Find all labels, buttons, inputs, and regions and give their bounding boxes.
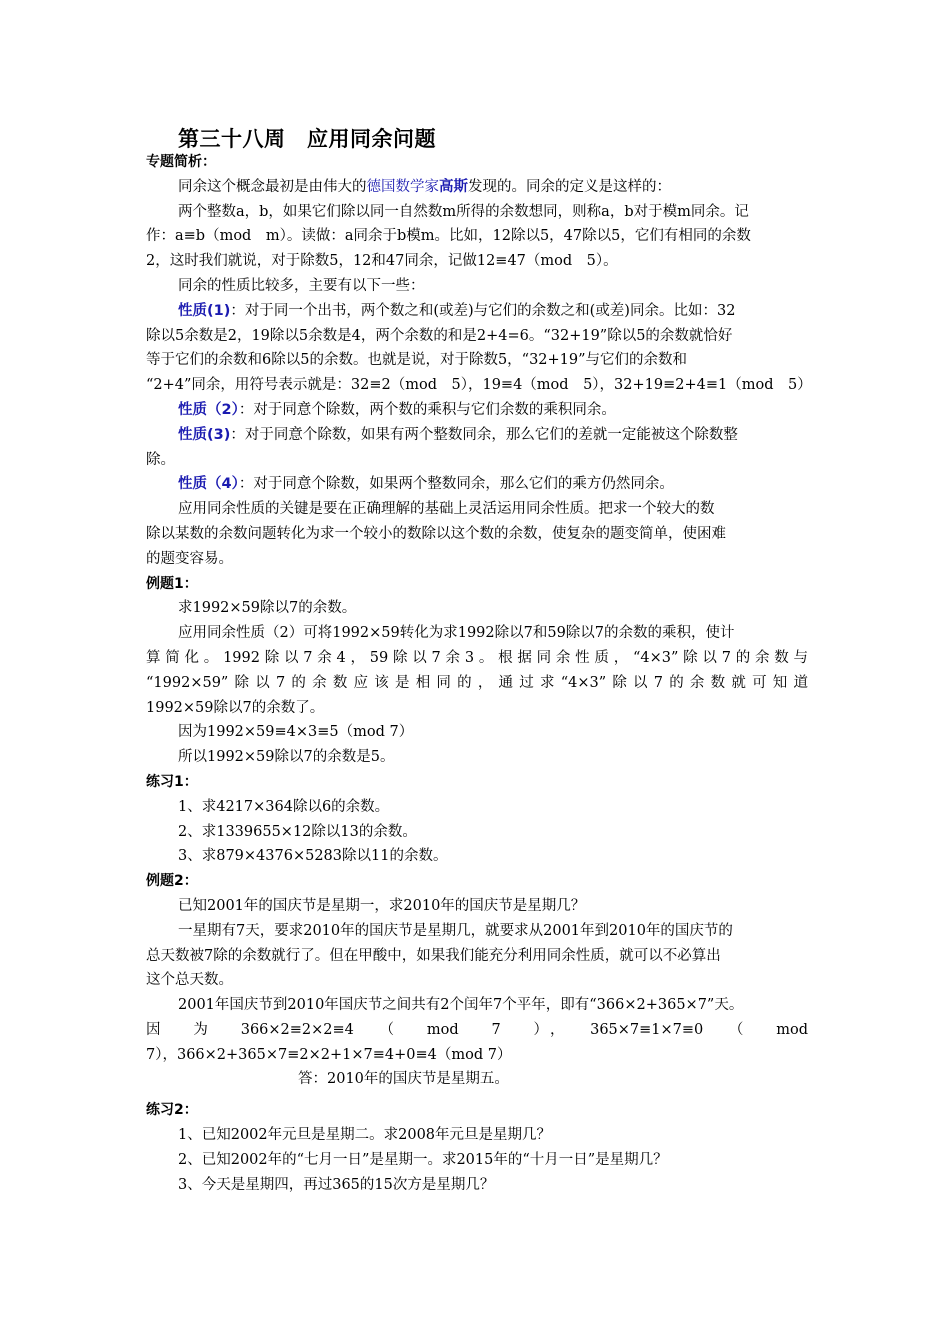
document-body (146, 150, 812, 1197)
example-2-heading: 例题2： (146, 873, 198, 890)
key-point-line-3: 的题变容易。 (146, 550, 233, 567)
example-2-solution-line-4: 2001年国庆节到2010年国庆节之间共有2个闰年7个平年，即有“366×2+365×7”天。 (178, 997, 744, 1014)
example-1-conclusion: 所以1992×59除以7的余数是5。 (178, 749, 395, 766)
property-3-line-1: 性质(3)：对于同意个除数，如果有两个整数同余，那么它们的差就一定能被这个除数整 (178, 426, 738, 443)
exercise-2-item: 2、已知2002年的“七月一日”是星期一。求2015年的“十月一日”是星期几？ (178, 1151, 668, 1168)
example-2-solution-line-1: 一星期有7天，要求2010年的国庆节是星期几，就要求从2001年到2010年的国庆节的 (178, 922, 733, 939)
property-1-line-4: “2+4”同余，用符号表示就是：32≡2（mod 5），19≡4（mod 5），32+19≡2+4≡1（mod 5） (146, 377, 812, 394)
property-4: 性质（4）：对于同意个除数，如果两个整数同余，那么它们的乘方仍然同余。 (178, 476, 674, 493)
example-2-solution-line-5: 因 为 366×2≡2×2≡4 （ mod 7 ）， 365×7≡1×7≡0 （ mod (146, 1021, 808, 1038)
definition-line-2: 作：a≡b（mod m）。读做：a同余于b模m。比如，12除以5，47除以5，它们有相同的余数 (146, 228, 751, 245)
section-heading: 专题简析： (146, 154, 216, 170)
key-point-line-2: 除以某数的余数问题转化为求一个较小的数除以这个数的余数，使复杂的题变简单，使困难 (146, 525, 726, 542)
exercise-1-item: 2、求1339655×12除以13的余数。 (178, 823, 417, 840)
property-1-line-2: 除以5余数是2，19除以5余数是4，两个余数的和是2+4=6。“32+19”除以5的余数就恰好 (146, 327, 733, 344)
exercise-1-item: 3、求879×4376×5283除以11的余数。 (178, 848, 448, 865)
example-1-because: 因为1992×59≡4×3≡5（mod 7） (178, 724, 414, 741)
definition-line-3: 2，这时我们就说，对于除数5，12和47同余，记做12≡47（mod 5）。 (146, 253, 618, 270)
example-1-heading: 例题1： (146, 575, 198, 592)
exercise-1-item: 1、求4217×364除以6的余数。 (178, 798, 390, 815)
properties-intro: 同余的性质比较多，主要有以下一些： (178, 277, 425, 294)
example-1-solution-line-2: 算简化。1992除以7余4，59除以7余3。根据同余性质，“4×3”除以7的余数与 (146, 649, 808, 666)
property-1-label: 性质(1) (178, 302, 231, 319)
property-2-label: 性质（2） (178, 401, 239, 418)
example-2-solution-line-3: 这个总天数。 (146, 972, 233, 989)
property-1-line-3: 等于它们的余数和6除以5的余数。也就是说，对于除数5，“32+19”与它们的余数和 (146, 352, 688, 369)
gauss-link[interactable]: 高斯 (439, 178, 468, 195)
property-1-line-1: 性质(1)：对于同一个出书，两个数之和(或差)与它们的余数之和(或差)同余。比如：32 (178, 302, 736, 319)
page-title: 第三十八周 应用同余问题 (178, 127, 436, 151)
intro-paragraph: 同余这个概念最初是由伟大的德国数学家高斯发现的。同余的定义是这样的： (178, 178, 671, 195)
example-1-solution-line-1: 应用同余性质（2）可将1992×59转化为求1992除以7和59除以7的余数的乘积，使计 (178, 625, 735, 642)
key-point-line-1: 应用同余性质的关键是要在正确理解的基础上灵活运用同余性质。把求一个较大的数 (178, 501, 715, 518)
definition-line-1: 两个整数a，b，如果它们除以同一自然数m所得的余数想同，则称a，b对于模m同余。记 (178, 203, 749, 220)
example-2-question: 已知2001年的国庆节是星期一，求2010年的国庆节是星期几？ (178, 897, 586, 914)
property-2: 性质（2）：对于同意个除数，两个数的乘积与它们余数的乘积同余。 (178, 401, 616, 418)
example-2-solution-line-6: 7），366×2+365×7≡2×2+1×7≡4+0≡4（mod 7） (146, 1046, 512, 1063)
example-1-question: 求1992×59除以7的余数。 (178, 600, 357, 617)
example-2-answer: 答：2010年的国庆节是星期五。 (298, 1071, 509, 1088)
exercise-1-heading: 练习1： (146, 773, 198, 790)
example-1-solution-line-4: 1992×59除以7的余数了。 (146, 699, 325, 716)
exercise-2-item: 1、已知2002年元旦是星期二。求2008年元旦是星期几？ (178, 1127, 552, 1144)
mathematician-link[interactable]: 德国数学家 (366, 178, 439, 195)
property-3-label: 性质(3) (178, 426, 231, 443)
example-1-solution-line-3: “1992×59”除以7的余数应该是相同的，通过求“4×3”除以7的余数就可知道 (146, 674, 808, 691)
exercise-2-heading: 练习2： (146, 1102, 198, 1119)
property-3-line-2: 除。 (146, 451, 175, 468)
property-4-label: 性质（4） (178, 476, 239, 493)
example-2-solution-line-2: 总天数被7除的余数就行了。但在甲酸中，如果我们能充分利用同余性质，就可以不必算出 (146, 947, 721, 964)
exercise-2-item: 3、今天是星期四，再过365的15次方是星期几？ (178, 1176, 495, 1193)
